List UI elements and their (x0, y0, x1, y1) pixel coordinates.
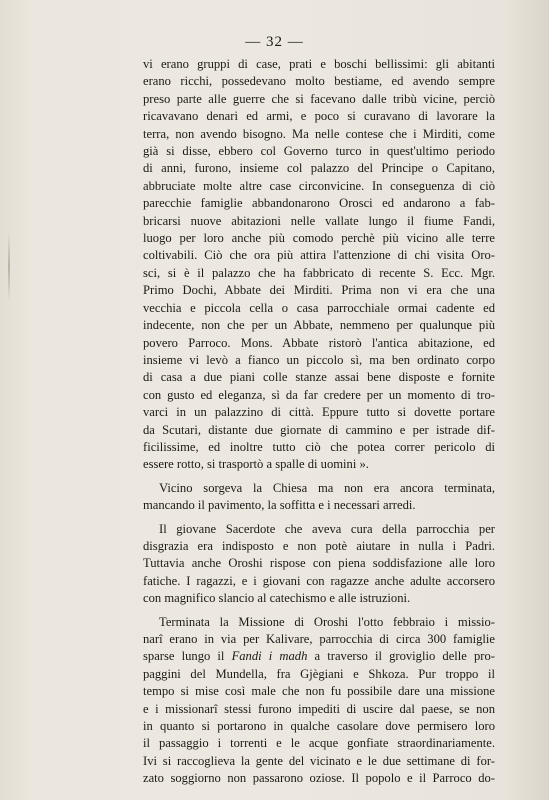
page-fold-mark (8, 232, 10, 302)
paragraph-3 (143, 521, 495, 608)
text-line: bricarsi nuove abitazioni nelle vallate lungo il fiume Fandi, (143, 213, 495, 228)
text-line: con magnifico slancio al catechismo e alle istruzioni. (143, 591, 411, 606)
text-line: terra, non avendo bisogno. Ma nelle contese che i Mirditi, come (143, 126, 495, 141)
text-line: fatiche. I ragazzi, e i giovani con ragazze anche adulte accorsero (143, 573, 495, 588)
text-line: sparse lungo il Fandi i madh a traverso il groviglio delle pro- (143, 649, 495, 664)
text-line: Vicino sorgeva la Chiesa ma non era ancora terminata, (159, 480, 495, 495)
text-line: disgrazia era indisposto e non potè aiutare in nulla i Padri. (143, 538, 495, 553)
text-line: narî erano in via per Kalivare, parrocchia di circa 300 famiglie (143, 632, 495, 646)
paragraph-1 (143, 56, 495, 474)
text-line: Il giovane Sacerdote che aveva cura della parrocchia per (159, 521, 495, 536)
text-line: già si disse, ebbero col Governo turco in quest'ultimo periodo (143, 144, 495, 159)
text-line: di anni, furono, insieme col palazzo del Principe o Capitano, (143, 161, 495, 176)
text-line: ficilissime, ed inoltre tutto ciò che potea correr pericolo di (143, 439, 495, 454)
text-line: parecchie famiglie abbandonarono Orosci ed andarono a fab- (143, 196, 495, 211)
text-line: erano ricchi, possedevano molto bestiame, ed avendo sempre (143, 74, 495, 89)
text-line: da Scutari, distante due giornate di cammino e per istrade dif- (143, 422, 495, 437)
text-line: mancando il pavimento, la soffitta e i necessari arredi. (143, 498, 416, 513)
text-line: preso parte alle guerre che si facevano dalle tribù vicine, perciò (143, 91, 495, 106)
text-line: vi erano gruppi di case, prati e boschi bellissimi: gli abitanti (143, 57, 495, 71)
text-line: di casa a due piani colle stanze assai bene disposte e fornite (143, 370, 495, 385)
text-line: essere rotto, si trasportò a spalle di uomini ». (143, 457, 369, 472)
paragraph-4 (143, 614, 495, 788)
text-line: Tuttavia anche Oroshi rispose con piena soddisfazione alle loro (143, 556, 495, 571)
text-line: insieme vi levò a fianco un piccolo sì, ma ben ordinato corpo (143, 352, 495, 367)
text-line: con gusto ed eleganza, sì da far credere per un momento di tro- (143, 387, 495, 402)
text-line: Terminata la Missione di Oroshi l'otto febbraio i missio- (159, 614, 495, 629)
text-line: coltivabili. Ciò che ora più attira l'attenzione di chi visita Oro- (143, 248, 495, 263)
text-line: varci in un palazzino di città. Eppure tutto si dovette portare (143, 405, 495, 420)
text-line: sci, si è il palazzo che ha fabbricato di recente S. Ecc. Mgr. (143, 265, 495, 280)
text-line: Ivi si raccoglieva la gente del vicinato e le due settimane di for- (143, 753, 495, 768)
text-line: luogo per loro anche più comodo perchè più vicino alle terre (143, 231, 495, 246)
text-line: e i missionarî stessi furono impediti di uscire dal paese, se non (143, 701, 495, 716)
text-line: indecente, non che per un Abbate, nemmeno per qualunque più (143, 318, 495, 333)
text-line: zato soggiorno non passarono oziose. Il popolo e il Parroco do- (143, 771, 495, 786)
text-line: abbruciate molte altre case circonvicine. In conseguenza di ciò (143, 178, 495, 193)
text-line: vecchia e piccola cella o casa parrocchiale ormai cadente ed (143, 300, 495, 315)
text-line: il passaggio i torrenti e le acque gonfiate straordinariamente. (143, 736, 495, 751)
page-number: — 32 — (245, 34, 304, 50)
text-line: paggini del Mundella, fra Gjègiani e Shkoza. Pur troppo il (143, 666, 495, 681)
text-line: ricavavano denari ed armi, e poco si curavano di lavorare la (143, 109, 495, 124)
text-line: povero Parroco. Mons. Abbate ristorò l'antica abitazione, ed (143, 335, 495, 350)
text-line: tempo si mise così male che non fu possibile dare una missione (143, 684, 495, 699)
text-line: in quanto si portarono in qualche casolare dove permisero loro (143, 719, 495, 734)
body-text (143, 56, 495, 788)
paragraph-2 (143, 480, 495, 515)
text-line: Primo Dochi, Abbate dei Mirditi. Prima non vi era che una (143, 283, 495, 298)
